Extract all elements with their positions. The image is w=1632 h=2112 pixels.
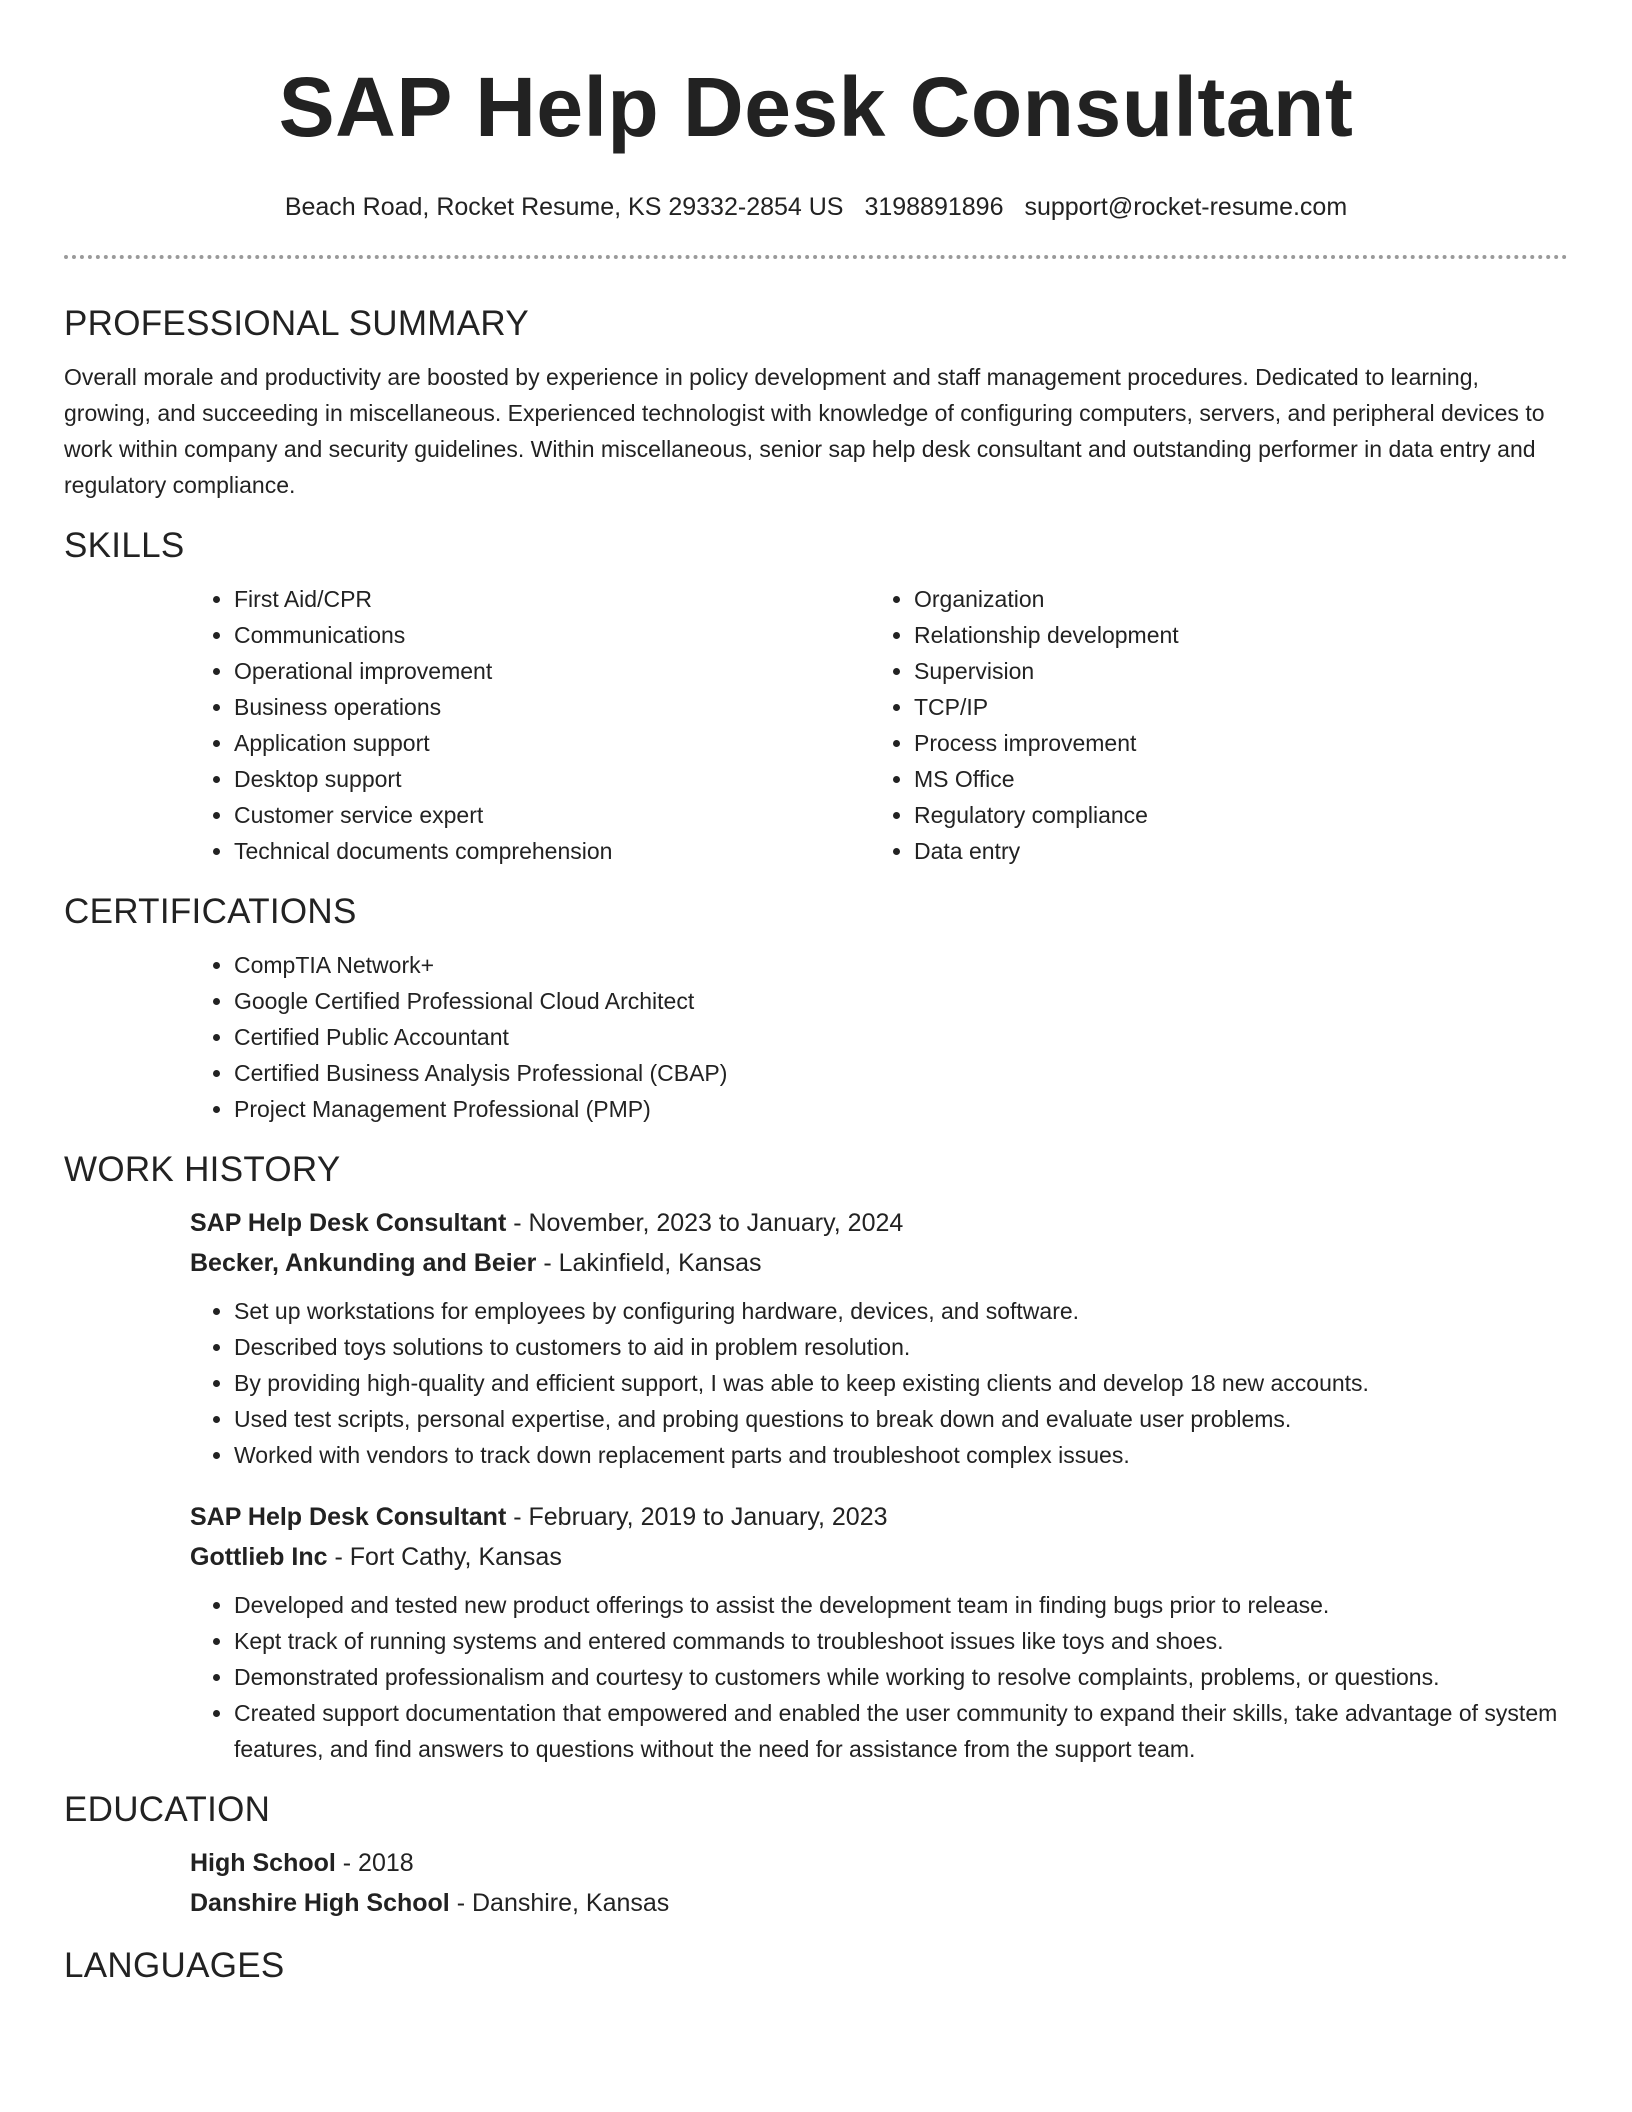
certification-item: • Project Management Professional (PMP) (234, 1091, 1568, 1127)
job-bullet: • Kept track of running systems and entered commands to troubleshoot issues like toys and shoes. (234, 1623, 1568, 1659)
job-bullet: • By providing high-quality and efficient support, I was able to keep existing clients and develop 18 new accounts. (234, 1365, 1568, 1401)
job-location: - Lakinfield, Kansas (536, 1249, 762, 1277)
job-dates: - February, 2019 to January, 2023 (506, 1503, 888, 1531)
job-bullet: • Created support documentation that empowered and enabled the user community to expand their skills, take advantage of system features, and find answers to questions without the need for assistance from the support team. (234, 1695, 1568, 1767)
skill-item: • Organization (914, 581, 1550, 617)
certification-item: • Certified Public Accountant (234, 1019, 1568, 1055)
contact-email[interactable]: support@rocket-resume.com (1024, 193, 1348, 221)
job-entry (190, 1497, 1568, 1767)
skill-item: • Technical documents comprehension (234, 833, 870, 869)
education-school: Danshire High School (190, 1889, 450, 1917)
certification-item: • Certified Business Analysis Professional (CBAP) (234, 1055, 1568, 1091)
skill-item: • Communications (234, 617, 870, 653)
contact-line (0, 192, 1632, 222)
education-degree-line (190, 1843, 1568, 1883)
education-degree: High School (190, 1849, 336, 1877)
education-location: - Danshire, Kansas (449, 1889, 670, 1917)
skill-item: • Business operations (234, 689, 870, 725)
certification-item: • Google Certified Professional Cloud Architect (234, 983, 1568, 1019)
job-location: - Fort Cathy, Kansas (327, 1543, 562, 1571)
skill-item: • Data entry (914, 833, 1550, 869)
job-role: SAP Help Desk Consultant (190, 1503, 507, 1531)
job-role: SAP Help Desk Consultant (190, 1209, 507, 1237)
job-dates: - November, 2023 to January, 2024 (506, 1209, 904, 1237)
skill-item: • Supervision (914, 653, 1550, 689)
skills-section (64, 525, 1568, 869)
contact-phone: 3198891896 (864, 193, 1004, 221)
job-company: Becker, Ankunding and Beier (190, 1249, 537, 1277)
skill-item: • TCP/IP (914, 689, 1550, 725)
certifications-list-wrap (190, 947, 1568, 1127)
skill-item: • Customer service expert (234, 797, 870, 833)
job-entry (190, 1203, 1568, 1473)
job-bullet: • Used test scripts, personal expertise, and probing questions to break down and evaluate user problems. (234, 1401, 1568, 1437)
job-company-line (190, 1537, 1568, 1577)
education-section (64, 1789, 1568, 1923)
summary-section (64, 303, 1568, 503)
skills-column-right (870, 581, 1550, 869)
job-title-line (190, 1203, 1568, 1243)
skill-item: • Operational improvement (234, 653, 870, 689)
certifications-section (64, 891, 1568, 1127)
skill-item: • Relationship development (914, 617, 1550, 653)
skills-grid (190, 581, 1568, 869)
job-title-line (190, 1497, 1568, 1537)
education-school-line (190, 1883, 1568, 1923)
certification-item: • CompTIA Network+ (234, 947, 1568, 983)
skill-item: • Regulatory compliance (914, 797, 1550, 833)
skill-item: • Process improvement (914, 725, 1550, 761)
job-bullet: • Developed and tested new product offerings to assist the development team in finding bugs prior to release. (234, 1587, 1568, 1623)
contact-address: Beach Road, Rocket Resume, KS 29332-2854 US (284, 193, 844, 221)
skills-column-left (190, 581, 870, 869)
section-title-certifications: CERTIFICATIONS (64, 892, 357, 931)
education-entry (190, 1843, 1568, 1923)
languages-section (64, 1945, 1568, 1987)
candidate-name: SAP Help Desk Consultant (278, 60, 1354, 154)
header-divider (64, 255, 1568, 259)
section-title-work: WORK HISTORY (64, 1150, 341, 1189)
skill-item: • First Aid/CPR (234, 581, 870, 617)
job-bullet: • Described toys solutions to customers to aid in problem resolution. (234, 1329, 1568, 1365)
work-history-section (64, 1149, 1568, 1767)
job-bullet: • Worked with vendors to track down replacement parts and troubleshoot complex issues. (234, 1437, 1568, 1473)
summary-text: Overall morale and productivity are boosted by experience in policy development and staff management procedures. Dedicated to learning, growing, and succeeding in miscellaneous. Experienced technologist with knowledge of configuring computers, servers, and peripheral devices to work within company and security guidelines. Within miscellaneous, senior sap help desk consultant and outstanding performer in data entry and regulatory compliance. (64, 364, 1545, 498)
skill-item: • Application support (234, 725, 870, 761)
skill-item: • Desktop support (234, 761, 870, 797)
job-bullet: • Demonstrated professionalism and courtesy to customers while working to resolve complaints, problems, or questions. (234, 1659, 1568, 1695)
job-bullet: • Set up workstations for employees by configuring hardware, devices, and software. (234, 1293, 1568, 1329)
job-company: Gottlieb Inc (190, 1543, 328, 1571)
job-company-line (190, 1243, 1568, 1283)
education-year: - 2018 (335, 1849, 414, 1877)
skill-item: • MS Office (914, 761, 1550, 797)
section-title-skills: SKILLS (64, 526, 185, 565)
section-title-summary: PROFESSIONAL SUMMARY (64, 304, 529, 343)
section-title-education: EDUCATION (64, 1790, 271, 1829)
section-title-languages: LANGUAGES (64, 1946, 285, 1985)
